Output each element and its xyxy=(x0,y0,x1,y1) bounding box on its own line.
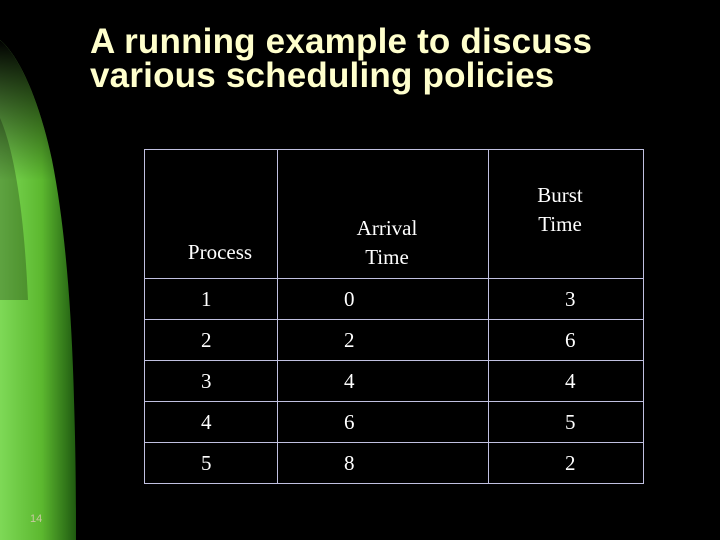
table-header-row xyxy=(145,150,644,279)
table-row xyxy=(145,361,644,402)
cell-process: 1 xyxy=(145,279,278,320)
table-row xyxy=(145,279,644,320)
header-arrival-line-1: Arrival xyxy=(356,216,418,240)
cell-process: 3 xyxy=(145,361,278,402)
table-row xyxy=(145,320,644,361)
cell-arrival-time: 8 xyxy=(278,443,489,484)
table-row xyxy=(145,443,644,484)
header-burst-line-1: Burst xyxy=(537,183,583,207)
cell-arrival-time: 0 xyxy=(278,279,489,320)
header-arrival-time xyxy=(278,150,489,279)
cell-burst-time: 4 xyxy=(489,361,644,402)
cell-arrival-time: 6 xyxy=(278,402,489,443)
header-process: Process xyxy=(145,150,278,279)
header-burst-line-2: Time xyxy=(538,212,582,236)
cell-arrival-time: 2 xyxy=(278,320,489,361)
decorative-green-band xyxy=(0,0,90,540)
cell-process: 2 xyxy=(145,320,278,361)
header-burst-time xyxy=(489,150,644,279)
slide-title xyxy=(90,22,700,95)
cell-process: 5 xyxy=(145,443,278,484)
slide-title-line-1: A running example to discuss xyxy=(90,22,593,61)
scheduling-table xyxy=(144,149,644,484)
table-row xyxy=(145,402,644,443)
slide-title-line-2: various scheduling policies xyxy=(90,56,555,95)
cell-burst-time: 5 xyxy=(489,402,644,443)
slide-number: 14 xyxy=(30,513,43,525)
cell-arrival-time: 4 xyxy=(278,361,489,402)
header-arrival-line-2: Time xyxy=(365,245,409,269)
cell-process: 4 xyxy=(145,402,278,443)
cell-burst-time: 3 xyxy=(489,279,644,320)
cell-burst-time: 2 xyxy=(489,443,644,484)
cell-burst-time: 6 xyxy=(489,320,644,361)
